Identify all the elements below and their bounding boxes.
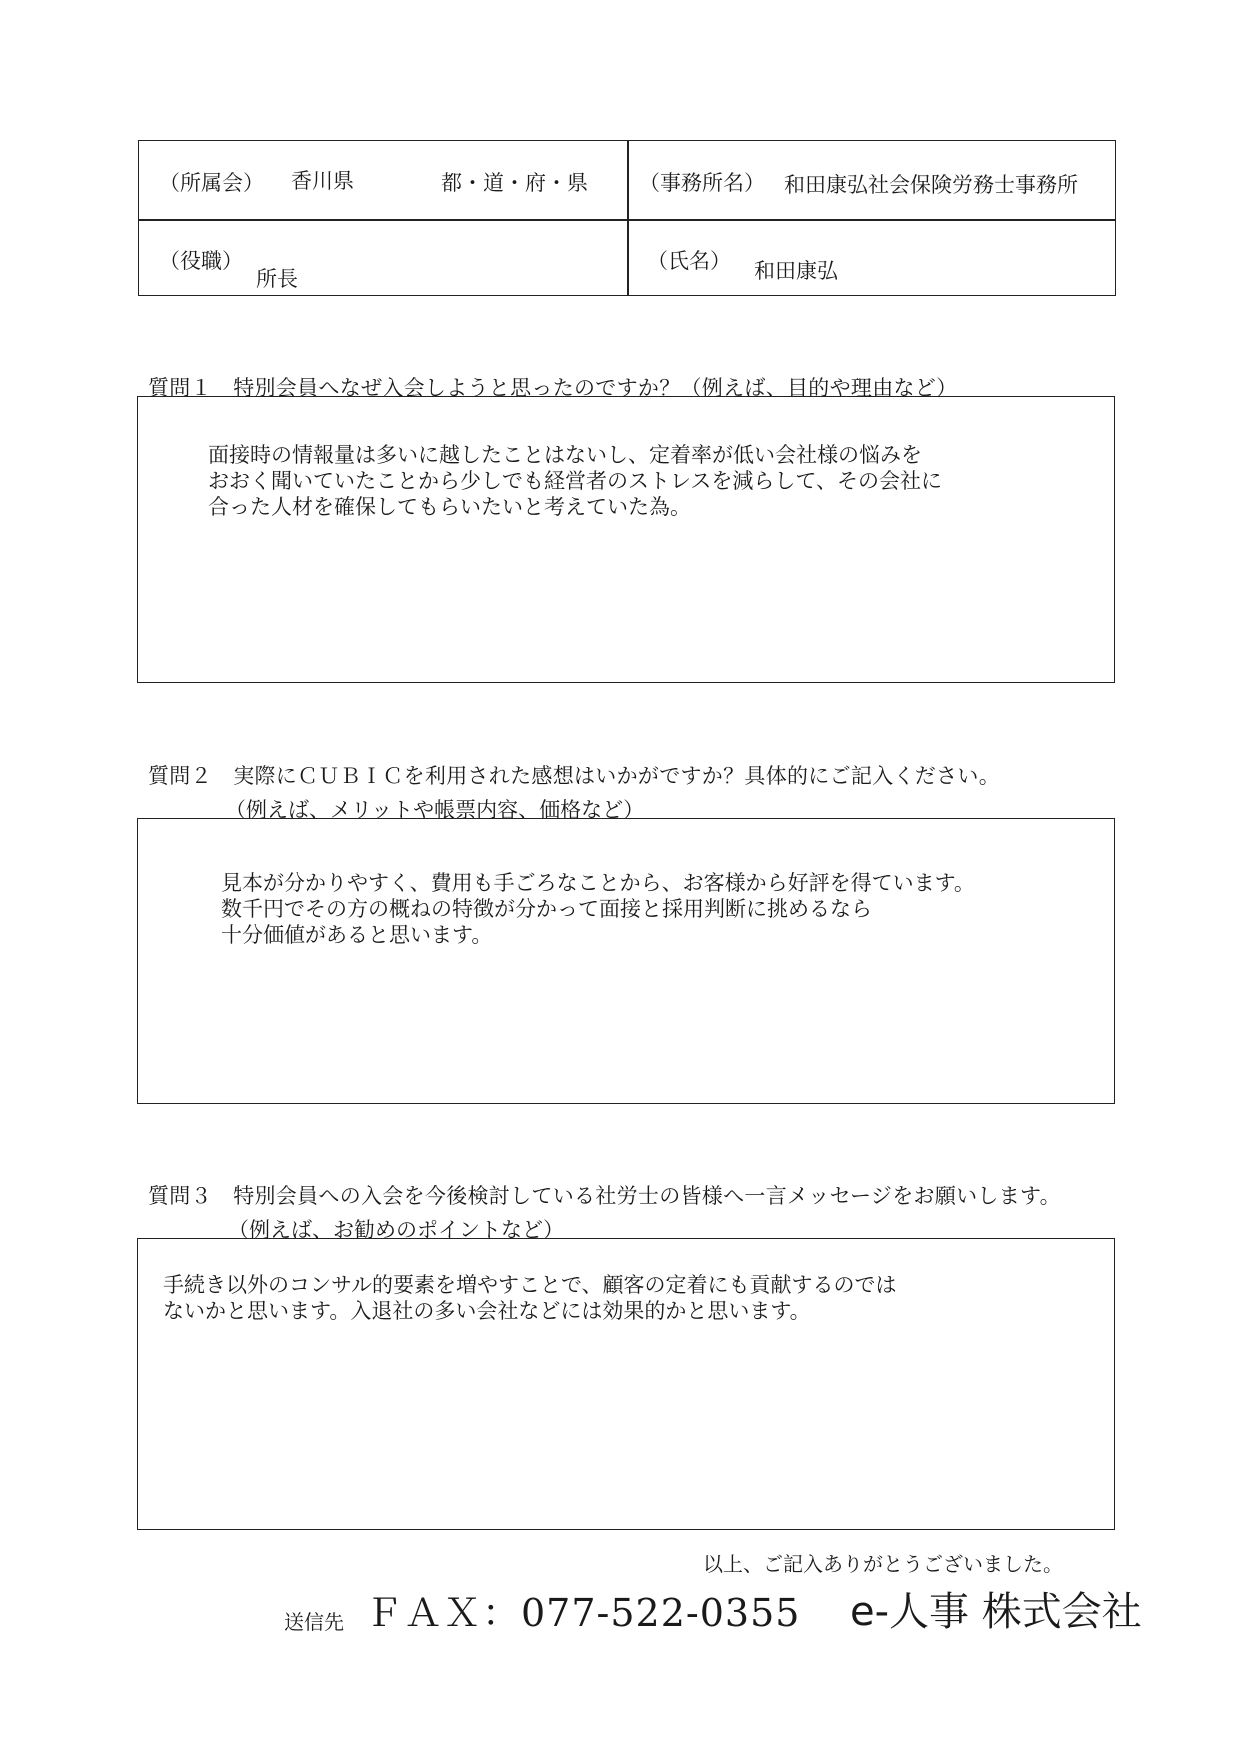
name-value: 和田康弘 [754,259,838,283]
answer-line: おおく聞いていたことから少しでも経営者のストレスを減らして、その会社に [208,469,942,493]
send-to-label: 送信先 [284,1610,344,1634]
question-2-heading: 質問２ 実際にＣＵＢＩＣを利用された感想はいかがですか？具体的にご記入ください。 [148,764,1000,788]
office-label: （事務所名） [639,171,765,195]
answer-line: 合った人材を確保してもらいたいと考えていた為。 [208,495,691,519]
question-1-heading: 質問１ 特別会員へなぜ入会しようと思ったのですか？（例えば、目的や理由など） [148,376,958,400]
answer-line: 十分価値があると思います。 [221,923,493,947]
question-2-answer-box [137,818,1115,1104]
company-name: e-人事 株式会社 [850,1589,1142,1635]
name-label: （氏名） [647,249,731,273]
office-value: 和田康弘社会保険労務士事務所 [784,173,1078,197]
question-3-heading: 質問３ 特別会員への入会を今後検討している社労士の皆様へ一言メッセージをお願いします。 [148,1184,1061,1208]
answer-line: 数千円でその方の概ねの特徴が分かって面接と採用判断に挑めるなら [221,897,872,921]
affiliation-label: （所属会） [159,171,264,195]
fax-number: ＦＡＸ：077-522-0355 [365,1591,801,1635]
closing-text: 以上、ご記入ありがとうございました。 [703,1552,1063,1576]
table-divider-vertical [627,141,629,295]
position-label: （役職） [159,249,243,273]
prefecture-suffix: 都・道・府・県 [441,171,588,195]
answer-line: 手続き以外のコンサル的要素を増やすことで、顧客の定着にも貢献するのでは [163,1273,897,1297]
question-2-example: （例えば、メリットや帳票内容、価格など） [225,798,645,822]
answer-line: 見本が分かりやすく、費用も手ごろなことから、お客様から好評を得ています。 [221,871,975,895]
answer-line: ないかと思います。入退社の多い会社などには効果的かと思います。 [163,1299,811,1323]
table-divider-horizontal [139,219,1115,221]
answer-line: 面接時の情報量は多いに越したことはないし、定着率が低い会社様の悩みを [208,443,922,467]
question-3-example: （例えば、お勧めのポイントなど） [228,1218,564,1242]
header-info-table [138,140,1116,296]
affiliation-value: 香川県 [291,169,354,193]
position-value: 所長 [256,267,298,291]
question-1-answer-box [137,396,1115,683]
question-3-answer-box [137,1238,1115,1530]
